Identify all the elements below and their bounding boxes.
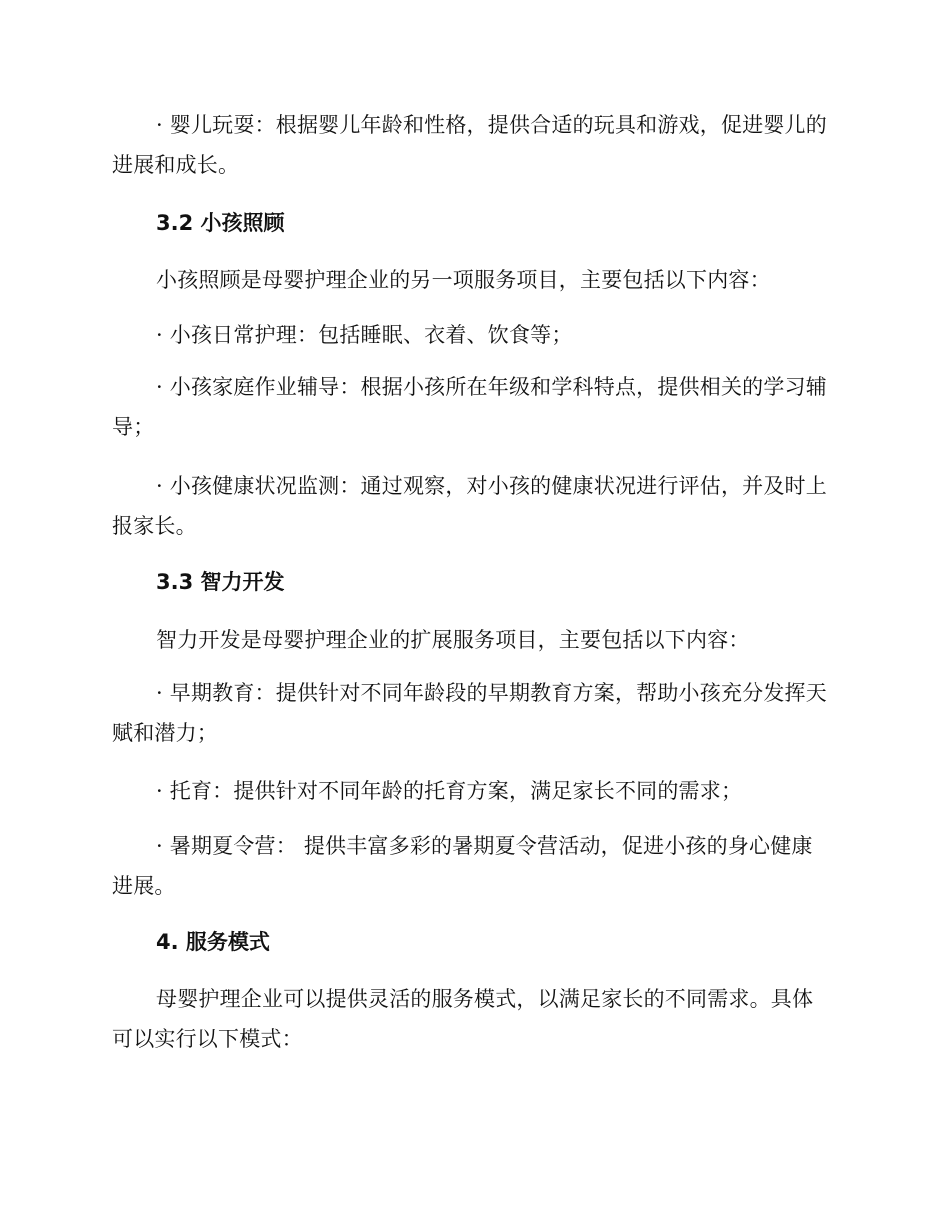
paragraph-infant-play: · 婴儿玩耍：根据婴儿年龄和性格，提供合适的玩具和游戏，促进婴儿的进展和成长。 [112,113,827,177]
heading-3-2: 3.2 小孩照顾 [156,211,285,235]
paragraph-summer-camp: · 暑期夏令营： 提供丰富多彩的暑期夏令营活动，促进小孩的身心健康进展。 [112,834,813,898]
paragraph-health-monitoring: · 小孩健康状况监测：通过观察，对小孩的健康状况进行评估，并及时上报家长。 [112,474,827,538]
paragraph-child-daily-care: · 小孩日常护理：包括睡眠、衣着、饮食等； [156,323,573,347]
paragraph-early-education: · 早期教育：提供针对不同年龄段的早期教育方案，帮助小孩充分发挥天赋和潜力； [112,681,827,745]
paragraph-intellectual-dev-intro: 智力开发是母婴护理企业的扩展服务项目，主要包括以下内容： [156,628,750,652]
paragraph-homework-tutoring: · 小孩家庭作业辅导：根据小孩所在年级和学科特点，提供相关的学习辅导； [112,375,827,439]
paragraph-child-care-intro: 小孩照顾是母婴护理企业的另一项服务项目，主要包括以下内容： [156,268,771,292]
heading-3-3: 3.3 智力开发 [156,570,285,594]
paragraph-childcare: · 托育：提供针对不同年龄的托育方案，满足家长不同的需求； [156,779,743,803]
heading-4: 4. 服务模式 [156,930,270,954]
paragraph-service-mode: 母婴护理企业可以提供灵活的服务模式，以满足家长的不同需求。具体可以实行以下模式： [112,987,814,1051]
